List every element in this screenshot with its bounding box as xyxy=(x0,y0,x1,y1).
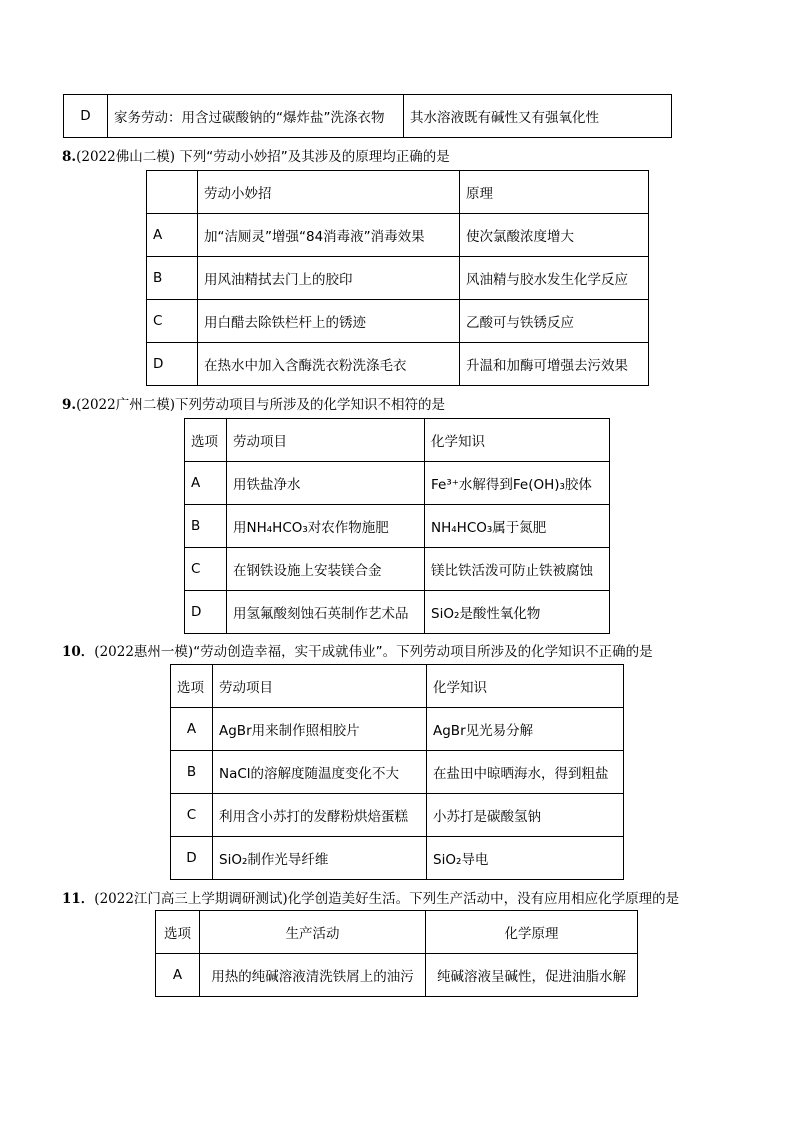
table-row xyxy=(171,708,624,751)
prev-question-table xyxy=(63,94,672,138)
knowledge-cell: 在盐田中晾晒海水，得到粗盐 xyxy=(427,751,624,794)
header-cell: 原理 xyxy=(460,171,649,214)
knowledge-cell: 镁比铁活泼可防止铁被腐蚀 xyxy=(425,548,610,591)
table-row xyxy=(185,505,610,548)
activity-cell: 家务劳动：用含过碳酸钠的“爆炸盐”洗涤衣物 xyxy=(108,95,404,138)
principle-cell: 使次氯酸浓度增大 xyxy=(460,214,649,257)
table-row xyxy=(171,751,624,794)
table-row xyxy=(147,257,649,300)
option-cell: D xyxy=(171,837,213,880)
option-cell: C xyxy=(171,794,213,837)
question-11-stem xyxy=(62,887,679,907)
question-number: 10． xyxy=(62,644,95,660)
question-10-stem xyxy=(62,640,653,660)
principle-cell: 升温和加酶可增强去污效果 xyxy=(460,343,649,386)
question-8-table xyxy=(146,170,649,386)
tip-cell: 加“洁厕灵”增强“84消毒液”消毒效果 xyxy=(198,214,460,257)
question-source: (2022江门高三上学期调研测试) xyxy=(94,891,288,907)
table-row xyxy=(147,300,649,343)
header-cell: 选项 xyxy=(185,419,227,462)
principle-cell: 纯碱溶液呈碱性，促进油脂水解 xyxy=(426,954,638,997)
project-cell: 用铁盐净水 xyxy=(227,462,425,505)
question-source: (2022广州二模) xyxy=(76,397,175,413)
option-cell: B xyxy=(171,751,213,794)
question-source: (2022佛山二模) xyxy=(76,149,175,165)
table-row xyxy=(185,548,610,591)
knowledge-cell: SiO₂是酸性氧化物 xyxy=(425,591,610,634)
option-cell: D xyxy=(64,95,108,138)
option-cell: B xyxy=(147,257,198,300)
question-source: (2022惠州一模) xyxy=(94,644,194,660)
option-cell: D xyxy=(147,343,198,386)
question-11-table xyxy=(155,910,638,997)
header-cell: 化学原理 xyxy=(426,911,638,954)
option-cell: A xyxy=(156,954,200,997)
table-row xyxy=(147,214,649,257)
question-8-stem xyxy=(62,145,450,165)
principle-cell: 其水溶液既有碱性又有强氧化性 xyxy=(404,95,672,138)
option-cell: D xyxy=(185,591,227,634)
header-cell xyxy=(147,171,198,214)
question-number: 9. xyxy=(62,397,77,413)
question-text: “劳动创造幸福，实干成就伟业”。下列劳动项目所涉及的化学知识不正确的是 xyxy=(193,644,653,660)
table-header-row xyxy=(156,911,638,954)
question-number: 8. xyxy=(62,149,77,165)
question-text: 化学创造美好生活。下列生产活动中，没有应用相应化学原理的是 xyxy=(287,891,680,907)
table-row xyxy=(171,837,624,880)
tip-cell: 在热水中加入含酶洗衣粉洗涤毛衣 xyxy=(198,343,460,386)
project-cell: NaCl的溶解度随温度变化不大 xyxy=(213,751,427,794)
table-row xyxy=(185,591,610,634)
table-row xyxy=(64,95,672,138)
header-cell: 生产活动 xyxy=(200,911,426,954)
header-cell: 化学知识 xyxy=(425,419,610,462)
header-cell: 化学知识 xyxy=(427,665,624,708)
tip-cell: 用白醋去除铁栏杆上的锈迹 xyxy=(198,300,460,343)
project-cell: AgBr用来制作照相胶片 xyxy=(213,708,427,751)
header-cell: 选项 xyxy=(156,911,200,954)
table-header-row xyxy=(147,171,649,214)
knowledge-cell: Fe³⁺水解得到Fe(OH)₃胶体 xyxy=(425,462,610,505)
knowledge-cell: NH₄HCO₃属于氮肥 xyxy=(425,505,610,548)
principle-cell: 风油精与胶水发生化学反应 xyxy=(460,257,649,300)
option-cell: A xyxy=(147,214,198,257)
activity-cell: 用热的纯碱溶液清洗铁屑上的油污 xyxy=(200,954,426,997)
option-cell: C xyxy=(147,300,198,343)
table-row xyxy=(147,343,649,386)
project-cell: 用氢氟酸刻蚀石英制作艺术品 xyxy=(227,591,425,634)
table-row xyxy=(185,462,610,505)
tip-cell: 用风油精拭去门上的胶印 xyxy=(198,257,460,300)
question-9-table xyxy=(184,418,610,634)
project-cell: 用NH₄HCO₃对农作物施肥 xyxy=(227,505,425,548)
principle-cell: 乙酸可与铁锈反应 xyxy=(460,300,649,343)
header-cell: 劳动项目 xyxy=(213,665,427,708)
header-cell: 选项 xyxy=(171,665,213,708)
option-cell: A xyxy=(185,462,227,505)
header-cell: 劳动项目 xyxy=(227,419,425,462)
question-text: 下列“劳动小妙招”及其涉及的原理均正确的是 xyxy=(179,149,450,165)
table-header-row xyxy=(171,665,624,708)
project-cell: 利用含小苏打的发酵粉烘焙蛋糕 xyxy=(213,794,427,837)
knowledge-cell: 小苏打是碳酸氢钠 xyxy=(427,794,624,837)
table-row xyxy=(156,954,638,997)
knowledge-cell: AgBr见光易分解 xyxy=(427,708,624,751)
question-9-stem xyxy=(62,393,445,413)
project-cell: SiO₂制作光导纤维 xyxy=(213,837,427,880)
table-row xyxy=(171,794,624,837)
option-cell: A xyxy=(171,708,213,751)
option-cell: B xyxy=(185,505,227,548)
question-text: 下列劳动项目与所涉及的化学知识不相符的是 xyxy=(174,397,445,413)
option-cell: C xyxy=(185,548,227,591)
header-cell: 劳动小妙招 xyxy=(198,171,460,214)
project-cell: 在钢铁设施上安装镁合金 xyxy=(227,548,425,591)
table-header-row xyxy=(185,419,610,462)
knowledge-cell: SiO₂导电 xyxy=(427,837,624,880)
question-number: 11． xyxy=(62,891,95,907)
question-10-table xyxy=(170,664,624,880)
